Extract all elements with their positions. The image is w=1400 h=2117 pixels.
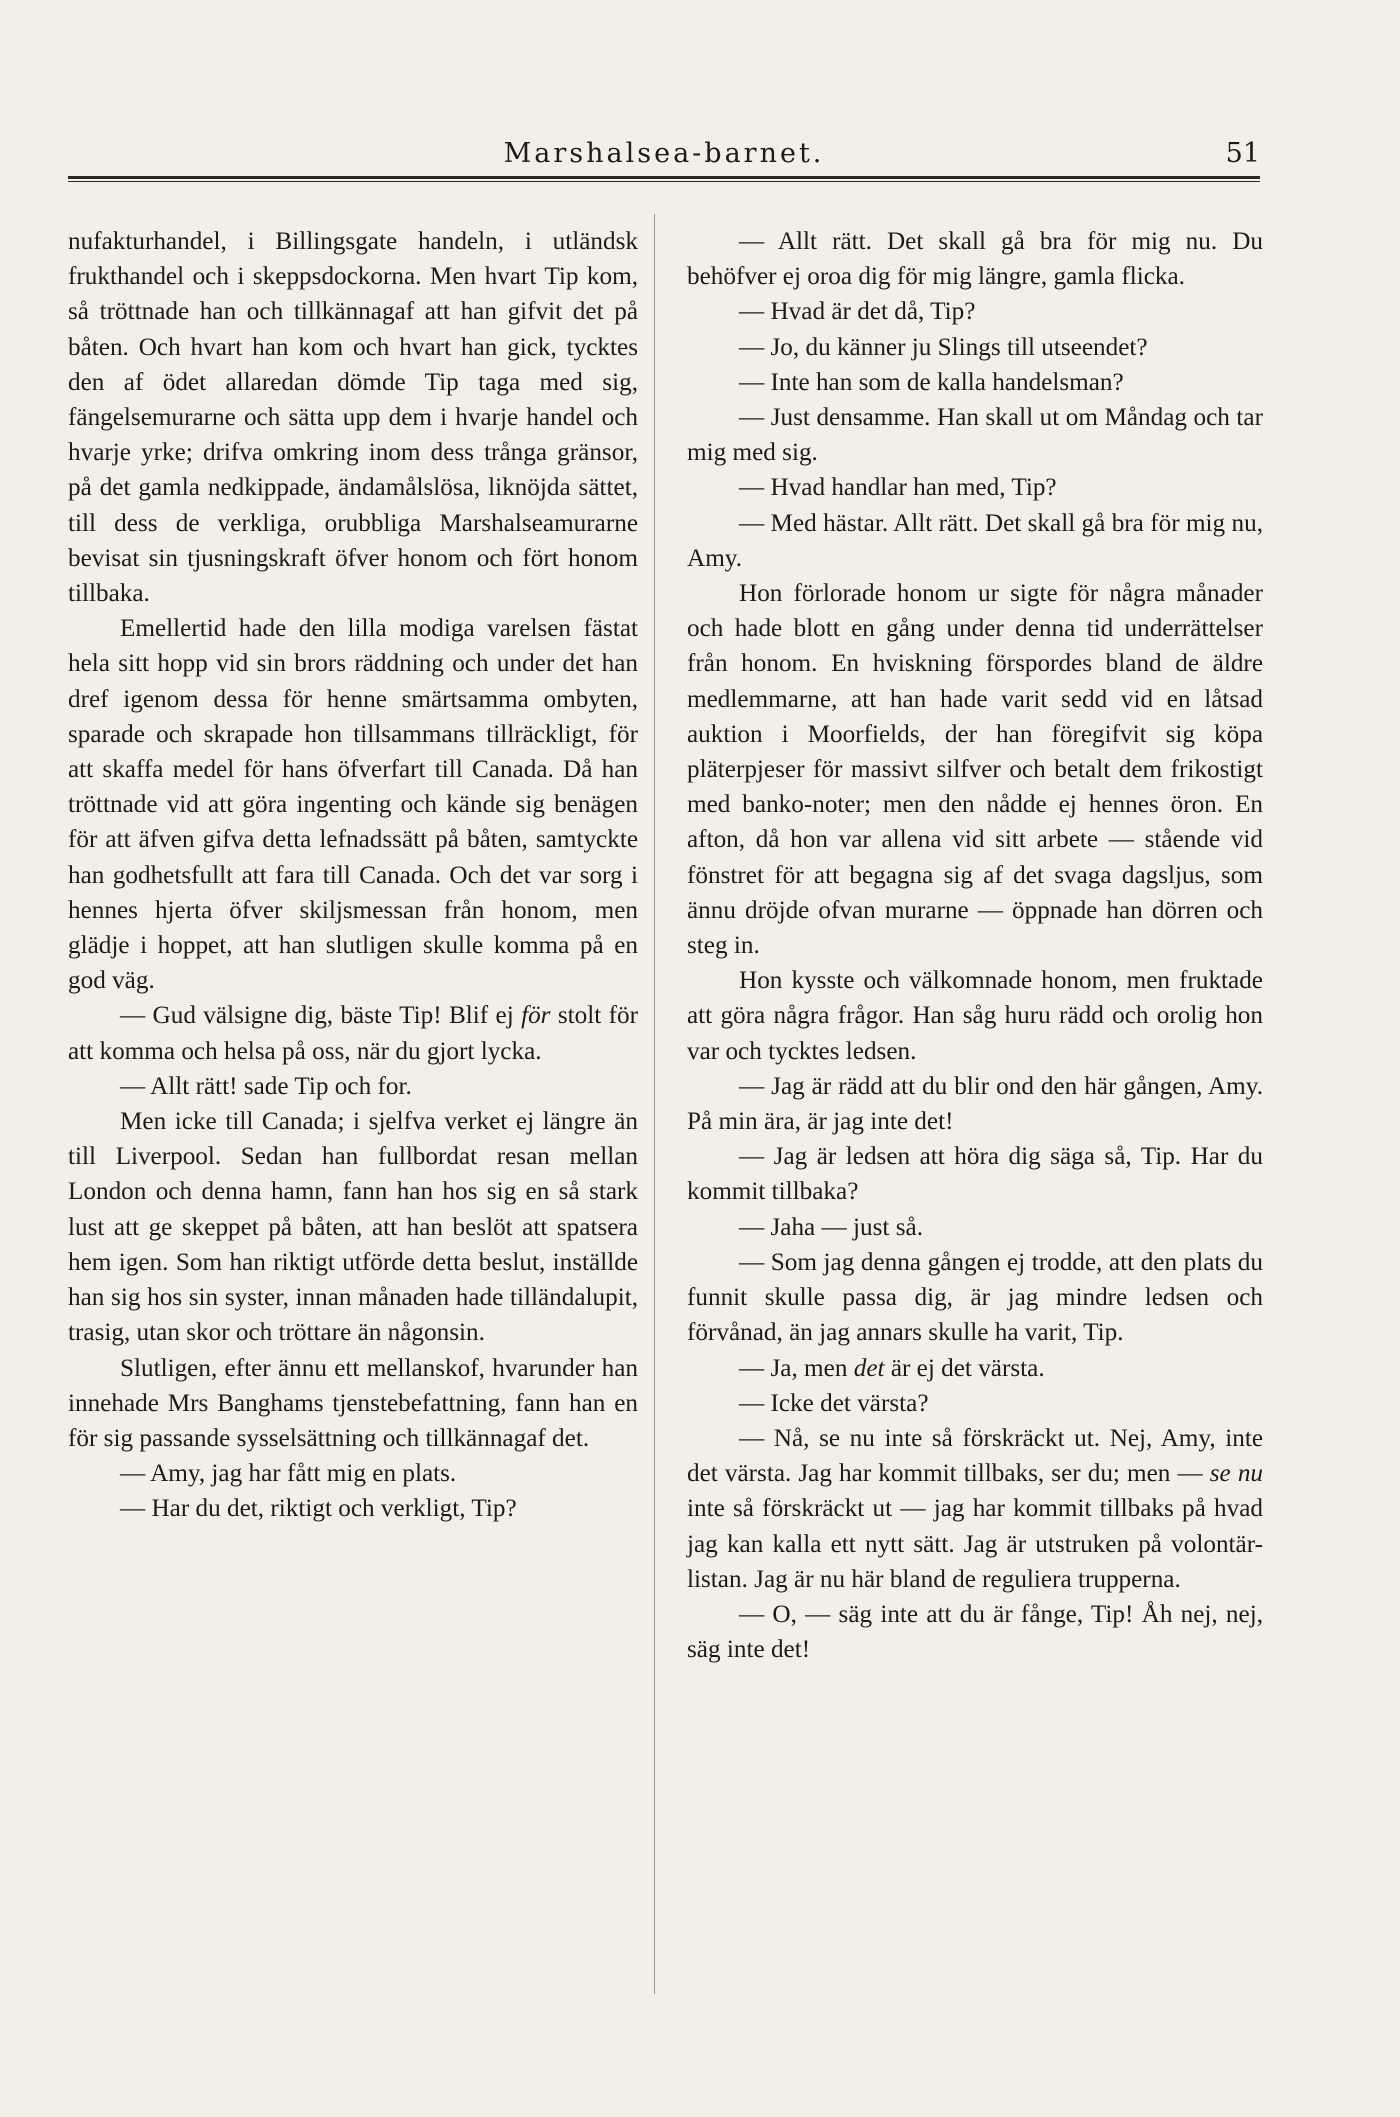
paragraph: — Har du det, riktigt och verkligt, Tip?: [120, 1495, 517, 1523]
running-title: Marshalsea-barnet.: [503, 138, 825, 169]
page-header: [68, 138, 1260, 178]
paragraph-text: — Ja, men: [739, 1354, 854, 1382]
paragraph: [687, 1421, 1263, 1597]
paragraph: — Allt rätt! sade Tip och for.: [120, 1072, 412, 1100]
paragraph: — Med hästar. Allt rätt. Det skall gå bra för mig nu, Amy.: [687, 509, 1263, 572]
paragraph: — Allt rätt. Det skall gå bra för mig nu. Du behöfver ej oroa dig för mig längre, gamla flicka.: [687, 228, 1263, 291]
paragraph-text: stolt för att komma och helsa på oss, när du gjort lycka.: [68, 1002, 638, 1065]
emphasis: för: [521, 1002, 551, 1030]
paragraph: — Inte han som de kalla handelsman?: [739, 368, 1124, 396]
paragraph: — Som jag denna gången ej trodde, att den plats du funnit skulle passa dig, är jag mindre ledsen och förvånad, än jag annars skulle ha varit, Tip.: [687, 1248, 1263, 1347]
paragraph: — Just densamme. Han skall ut om Måndag och tar mig med sig.: [687, 404, 1263, 467]
paragraph: Hon förlorade honom ur sigte för några månader och hade blott en gång under denna tid underrättelser från honom. En hviskning förspordes bland de äldre medlemmarne, att han hade varit sedd vid en låtsad auktion i Moorfields, der han föregifvit sig köpa pläterpjeser för massivt silfver och betalt dem frikostigt med banko-noter; men den nådde ej hennes öron. En afton, då hon var allena vid sitt arbete — stående vid fönstret för att begagna sig af det svaga dagsljus, som ännu dröjde ofvan murarne — öppnade han dörren och steg in.: [687, 580, 1263, 960]
paragraph: — Amy, jag har fått mig en plats.: [120, 1460, 457, 1488]
paragraph: Slutligen, efter ännu ett mellanskof, hvarunder han innehade Mrs Banghams tjenstebefattning, fann han en för sig passande sysselsättning och tillkännagaf det.: [68, 1354, 638, 1452]
paragraph: nufakturhandel, i Billingsgate handeln, i utländsk frukthandel och i skeppsdockorna. Men hvart Tip kom, så tröttnade han och tillkännagaf att han gifvit det på båten. Och hvart han kom och hvart han gick, tycktes den af ödet allaredan dömde Tip taga med sig, fängelsemurarne och sätta upp dem i hvarje handel och hvarje yrke; drifva omkring inom dess trånga gränsor, på det gamla nedkippade, ändamålslösa, liknöjda sättet, till dess de verkliga, orubbliga Marshalseamurarne bevisat sin tjusningskraft öfver honom och fört honom tillbaka.: [68, 228, 638, 608]
paragraph: — Hvad handlar han med, Tip?: [739, 474, 1057, 502]
emphasis: det: [853, 1354, 885, 1382]
right-column: [687, 224, 1263, 1667]
header-rule-thin: [68, 181, 1260, 182]
paragraph: — O, — säg inte att du är fånge, Tip! Åh nej, nej, säg inte det!: [687, 1600, 1263, 1664]
paragraph: — Jag är ledsen att höra dig säga så, Tip. Har du kommit tillbaka?: [687, 1143, 1263, 1206]
paragraph-text: är ej det värsta.: [884, 1354, 1045, 1382]
paragraph: — Jaha — just så.: [739, 1213, 923, 1241]
paragraph-text: — Gud välsigne dig, bäste Tip! Blif ej: [120, 1002, 522, 1030]
paragraph: [68, 998, 638, 1068]
paragraph-text: inte så förskräckt ut — jag har kommit tillbaks på hvad jag kan kalla ett nytt sätt. Jag är utstruken på volontär-listan. Jag är nu här bland de reguliera trupperna.: [687, 1495, 1263, 1593]
paragraph: — Jo, du känner ju Slings till utseendet?: [739, 333, 1148, 361]
paragraph: — Jag är rädd att du blir ond den här gången, Amy. På min ära, är jag inte det!: [687, 1072, 1263, 1136]
paragraph: [687, 1351, 1263, 1386]
column-divider: [654, 214, 655, 1994]
page-number: 51: [1225, 138, 1260, 169]
paragraph: — Hvad är det då, Tip?: [739, 298, 976, 326]
paragraph: Men icke till Canada; i sjelfva verket ej längre än till Liverpool. Sedan han fullbordat resan mellan London och denna hamn, fann han hos sig en så stark lust att ge skeppet på båten, att han beslöt att spatsera hem igen. Som han riktigt utförde detta beslut, inställde han sig hos sin syster, innan månaden hade tilländalupit, trasig, utan skor och tröttare än någonsin.: [68, 1108, 638, 1347]
emphasis: se nu: [1209, 1460, 1264, 1488]
header-rule: [68, 176, 1260, 179]
paragraph-text: — Nå, se nu inte så förskräckt ut. Nej, Amy, inte det värsta. Jag har kommit tillbaks, ser du; men —: [687, 1424, 1263, 1488]
paragraph: Hon kysste och välkomnade honom, men fruktade att göra några frågor. Han såg huru rädd och orolig hon var och tycktes ledsen.: [687, 967, 1263, 1065]
paragraph: — Icke det värsta?: [739, 1389, 929, 1417]
paragraph: Emellertid hade den lilla modiga varelsen fästat hela sitt hopp vid sin brors räddning och under det han dref igenom dessa för henne smärtsamma ombyten, sparade och skrapade hon tillsammans tillräckligt, för att skaffa medel för hans öfverfart till Canada. Då han tröttnade vid att göra ingenting och kände sig benägen för att äfven gifva detta lefnadssätt på båten, samtyckte han godhetsfullt att fara till Canada. Och det var sorg i hennes hjerta öfver skiljsmessan från honom, men glädje i hoppet, att han slutligen skulle komma på en god väg.: [68, 615, 638, 995]
left-column: [68, 224, 638, 1527]
